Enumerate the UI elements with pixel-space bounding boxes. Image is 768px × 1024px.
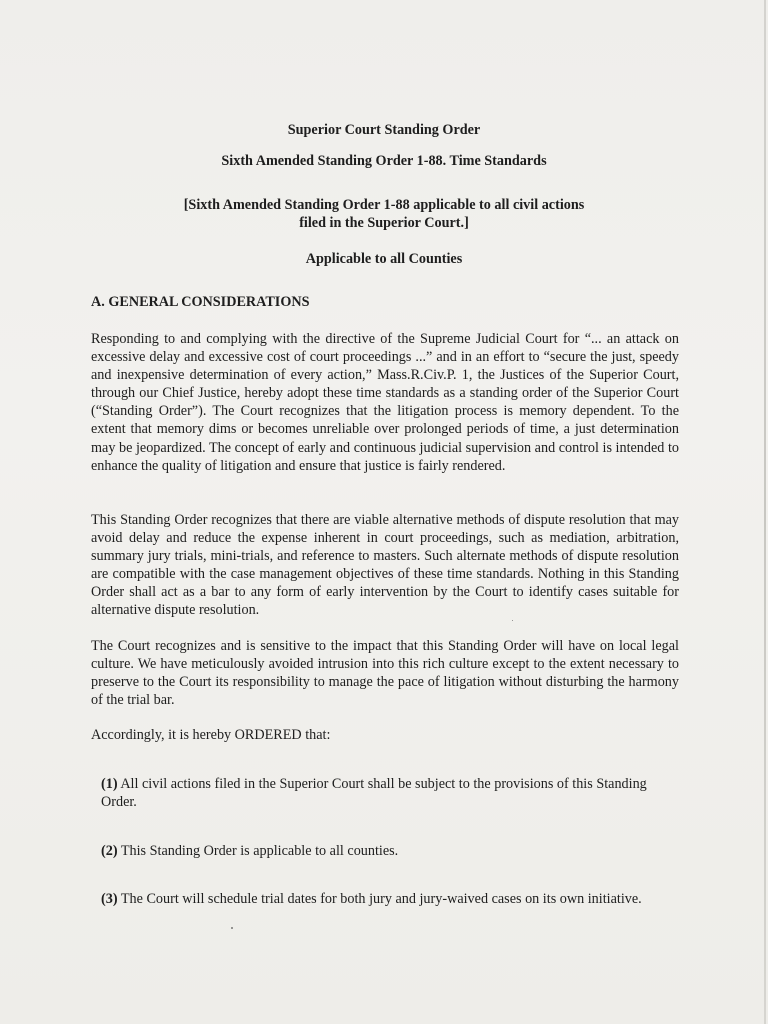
bracket-line-1: [Sixth Amended Standing Order 1-88 applicable to all civil actions — [183, 197, 585, 213]
order-text: The Court will schedule trial dates for both jury and jury-waived cases on its own initiative. — [120, 891, 642, 907]
document-title: Superior Court Standing Order — [287, 122, 481, 138]
order-number: (1) — [101, 776, 118, 792]
section-a-heading: A. GENERAL CONSIDERATIONS — [91, 294, 310, 310]
order-number: (3) — [101, 891, 118, 907]
document-subtitle: Sixth Amended Standing Order 1-88. Time Standards — [221, 153, 547, 169]
order-text: This Standing Order is applicable to all counties. — [120, 843, 399, 859]
scan-speck — [231, 927, 233, 929]
order-item-3 — [101, 890, 679, 908]
paragraph-ordered: Accordingly, it is hereby ORDERED that: — [91, 727, 331, 743]
order-item-1 — [101, 775, 679, 811]
bracket-line-2: filed in the Superior Court.] — [299, 215, 469, 231]
paragraph-general-3: The Court recognizes and is sensitive to the impact that this Standing Order will have on local legal culture. We have meticulously avoided intrusion into this rich culture except to the extent necessary to preserve to the Court its responsibility to manage the pace of litigation without disturbing the harmony of the trial bar. — [91, 638, 679, 709]
order-number: (2) — [101, 843, 118, 859]
scan-speck — [512, 620, 513, 621]
paragraph-general-1: Responding to and complying with the directive of the Supreme Judicial Court for “... an attack on excessive delay and excessive cost of court proceedings ...” and in an effort to “secure the just, speedy and inexpensive determination of every action,” Mass.R.Civ.P. 1, the Justices of the Superior Court, through our Chief Justice, hereby adopt these time standards as a standing order of the Superior Court (“Standing Order”). The Court recognizes that the litigation process is memory dependent. To the extent that memory dims or becomes unreliable over prolonged periods of time, a just determination may be jeopardized. The concept of early and continuous judicial supervision and control is intended to enhance the quality of litigation and ensure that justice is fairly rendered. — [91, 331, 679, 474]
order-text: All civil actions filed in the Superior Court shall be subject to the provisions of this Standing Order. — [101, 776, 647, 811]
order-item-2 — [101, 842, 679, 860]
applicability-line: Applicable to all Counties — [305, 251, 463, 267]
paragraph-general-2: This Standing Order recognizes that there are viable alternative methods of dispute resolution that may avoid delay and reduce the expense inherent in court proceedings, such as mediation, arbitration, summary jury trials, mini-trials, and reference to masters. Such alternate methods of dispute resolution are compatible with the case management objectives of these time standards. Nothing in this Standing Order shall act as a bar to any form of early intervention by the Court to identify cases suitable for alternative dispute resolution. — [91, 512, 679, 619]
